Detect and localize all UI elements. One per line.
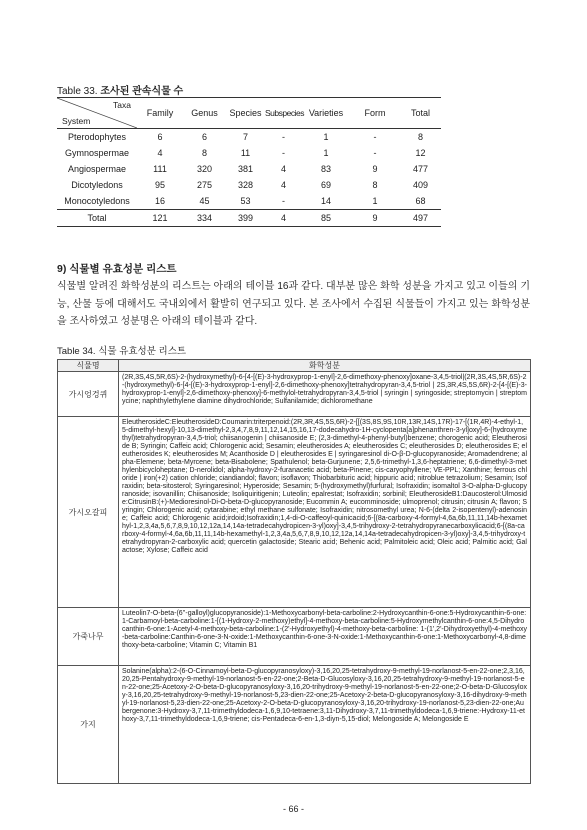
varieties-count: 1 xyxy=(323,148,329,158)
column-header-total: Total xyxy=(400,98,441,129)
page-number: - 66 - xyxy=(282,804,304,814)
family-count: 6 xyxy=(157,132,163,142)
subspecies-count: 4 xyxy=(280,180,286,190)
column-header-species: Species xyxy=(226,98,265,129)
chemical-list: (2R,3S,4S,5R,6S)-2-(hydroxymethyl)-6-[4-[(E)-3-hydroxyprop-1-enyl]-2,6-dimethoxy-phenoxy]oxane-3,4,5-triol|(2R,3S,4S,5R,6S)-2-(hydroxymethyl)-6-[4-[(E)-3-hydroxyprop-1-enyl]-2,6-dimethoxy-phenoxy]tetrahydropyran-3,4,5-triol | 2S,3R,4S,5S,6R)-2-[4-[(E)-3-hydroxyprop-1-enyl]-2,6-dimethoxy-phenoxy]-6-methylol-tetrahydropyran-3,4,5-triol | syringin | syringoside; streptomycin | streptomycine; naphthylethylene diamine dihydrochloride; Sulfanilamide; dichloromethane xyxy=(119,372,531,417)
form-count: - xyxy=(373,132,377,142)
genus-count: 8 xyxy=(201,148,207,158)
family-count: 16 xyxy=(154,196,165,206)
varieties-count: 14 xyxy=(320,196,331,206)
plant-name: 가시엉겅퀴 xyxy=(58,372,119,417)
table34-caption xyxy=(57,343,186,357)
varieties-count: 85 xyxy=(302,210,350,227)
column-header-chemical-components: 화학성분 xyxy=(119,360,531,372)
table-row xyxy=(57,161,441,177)
corner-system-label: System xyxy=(62,116,91,126)
genus-count: 334 xyxy=(183,210,226,227)
column-header-genus: Genus xyxy=(183,98,226,129)
column-header-family: Family xyxy=(137,98,183,129)
varieties-count: 83 xyxy=(320,164,331,174)
total-count: 409 xyxy=(412,180,429,190)
table-row xyxy=(58,372,531,417)
system-name: Monocotyledons xyxy=(64,196,130,206)
table-row xyxy=(58,666,531,784)
diagonal-corner-header xyxy=(57,98,137,129)
table34-caption-title: 식물 유효성분 리스트 xyxy=(98,346,187,357)
subspecies-count: - xyxy=(282,132,285,142)
table-row xyxy=(58,608,531,666)
form-count: 9 xyxy=(372,164,378,174)
chemical-list: EleutherosideC:EleutherosideD:Coumarin:triterpenoid:(2R,3R,4S,5S,6R)-2-[[(3S,8S,9S,10R,13R,14S,17R)-17-[(1R,4R)-4-ethyl-1,5-dimethyl-hexyl]-10,13-dimethyl-2,3,4,7,8,9,11,12,14,15,16,17-dodecahydro-1H-cyclopenta[a]phenanthren-3-yl]oxy]-6-(hydroxymethyl)tetrahydropyran-3,4,5-triol; chiisanogenin | chiisanoside E; (2,3-dimethyl-4-phenyl-butyl)benzene; chorogenic acid; Eleutheroside B; Syringin; Caffeic acid; Chlorogenic acid; Sesamin; eleutherosides A; eleutherosides C; eleutherosides D; eleutherosides E; eleutherosides K; eleutherosides M; Acanthoside D | eleutherosides E | syringaresinol di-O-β-D-glucopyranoside; Aromadendrene; alpha-Elemene; beta-Myrcene; beta-Bisabolene; Spathulenol; beta-Gurjunene; 2,5,6-trimethyl-1,3,6-heptatriene; 6,6-dimethyl-3-methylenbicycloheptane; D-nerolidol; alpha-hydroxy-2-furanacetic acid; beta-Pinene; cis-caryophyllene; VE-PPL; Xanthine; ferrous chloride | iron(+2) cation chloride; ciandiandol; flavon; isoflavon; Thiobarbituric acid; hippuric acid; nitroblue tetrazolium; Sesamin; Isofraxidin; beta-sitosterol; Syringaresinol; Hyperoside; Sesamin; 5-(hydroxymethyl)furfural; Isofraxidin; isomaltol 3-O-alpha-D-glucopyranoside; isovanillin; Chiisanoside; Isoliquiritigenin; Luteolin; epalrestat; Isofraxidin; sorbinil; EleutherosideB1:Daucosterol:Ulmoside:CitrusinB:(+)-Medioresinol-Di-O-beta-D-glucopyranoside; Eucommin A; eucomminoside; ulmoprenol; citrusin; citrusin A; flavon; Syringin; Chlorogenic acid; cytarabine; ethyl methane sulfonate; Isofraxidin; nitrosomethyl urea; N-6-(delta 2-isopentenyl)-adenosine; Caffeic acid; Chlorogenic acid;irdoid;Isofraxidin;1,4-di-O-caffeoyl-quinicacid;6-[(8a-carboxy-4-formyl-4,6a,6b,11,11,14b-hexamethyl-1,2,3,4a,5,6,7,8,9,10,12,12a,14,14a-tetradecahydropicen-3-yl)oxy]-3,4,5-trihydroxy-2-tetrahydropyranecarboxylicacid;6-[(8a-carboxy-4-formyl-4,6a,6b,11,11,14b-hexamethyl-1,2,3,4a,5,6,7,8,9,10,12,12a,14,14a-tetradecahydropicen-3-yl)oxy]-3,4,5-trihydroxy-tetrahydropyran-2-carboxylic acid; quercetin galactoside; Stearic acid; Behenic acid; Palmitoleic acid; Oleic acid; Palmitic acid; Galactose; Xylose; Caffeic acid xyxy=(119,417,531,608)
varieties-count: 1 xyxy=(323,132,329,142)
genus-count: 6 xyxy=(201,132,207,142)
column-header-plant-name: 식물명 xyxy=(58,360,119,372)
total-count: 497 xyxy=(400,210,441,227)
table34-header-row xyxy=(58,360,531,372)
system-name: Gymnospermae xyxy=(64,148,130,158)
table33-caption-title: 조사된 관속식물 수 xyxy=(100,86,184,97)
plant-name: 가지 xyxy=(58,666,119,784)
table-row xyxy=(57,193,441,210)
family-count: 121 xyxy=(137,210,183,227)
form-count: 9 xyxy=(350,210,400,227)
family-count: 95 xyxy=(154,180,165,190)
chemical-list: Solanine(alpha):2-(6-O-Cinnamoyl-beta-D-glucopyranosyloxy)-3,16,20,25-tetrahydroxy-9-methyl-19-norlanost-5-en-22-one;2,3,16,20,25-Pentahydroxy-9-methyl-19-norlanost-5-en-22-one;2-Beta-D-Glucosyloxy-3,16,20,25-tetrahydroxy-9-methyl-19-norlanost-5-en-22-one;25-Acetoxy-2-O-beta-D-glucopyranosyloxy-3,16,20-trihydroxy-9-methyl-19-norlanost-5-en-22-one;2-O-beta-D-Glucosyloxy-3,16,20,25-tetrahydroxy-9-methyl-19-norlanost-5,23-dien-22-one;25-Acetoxy-2-beta-D-glucopyranosyloxy-3,16-dihydroxy-9-methyl-19-norlanost-5,23-dien-22-one;25-Acetoxy-2-O-beta-D-glucopyranosyloxy-3,16,20-trihydroxy-19-norlanost-5,23-dien-22-one;Aubergenone:3-Hydroxy-3,7,11-trimethyldodeca-1,6,9,10-tetraene:3,11-Dihydroxy-3,7,11-trimethyldodeca-1,6,9-triene:-Hydroxy-11-ethoxy-3,7,11-trimethyldodeca-1,6,9-triene; cis-Pentadeca-6-en-1,3-diyn-5,15-diol; Melongoside A; Melongoside E xyxy=(119,666,531,784)
section-heading: 9) 식물별 유효성분 리스트 xyxy=(57,263,177,275)
table33-header-row xyxy=(57,98,441,129)
subspecies-count: - xyxy=(282,196,285,206)
subspecies-count: 4 xyxy=(265,210,302,227)
species-count: 381 xyxy=(237,164,254,174)
species-count: 7 xyxy=(242,132,248,142)
column-header-varieties: Varieties xyxy=(302,98,350,129)
corner-taxa-label: Taxa xyxy=(113,100,131,110)
table-row xyxy=(57,145,441,161)
species-count: 399 xyxy=(226,210,265,227)
form-count: - xyxy=(373,148,377,158)
genus-count: 45 xyxy=(199,196,210,206)
table33-caption-prefix: Table 33. xyxy=(57,86,98,97)
species-count: 53 xyxy=(240,196,251,206)
table33-caption xyxy=(57,82,183,97)
genus-count: 275 xyxy=(196,180,213,190)
table33-total-row xyxy=(57,210,441,227)
varieties-count: 69 xyxy=(320,180,331,190)
species-count: 328 xyxy=(237,180,254,190)
system-name: Pterodophytes xyxy=(67,132,127,142)
total-count: 8 xyxy=(417,132,423,142)
form-count: 8 xyxy=(372,180,378,190)
column-header-form: Form xyxy=(350,98,400,129)
column-header-subspecies: Subspecies xyxy=(265,98,302,129)
total-count: 68 xyxy=(415,196,426,206)
table-row xyxy=(57,177,441,193)
family-count: 4 xyxy=(157,148,163,158)
plant-name: 가죽나무 xyxy=(58,608,119,666)
genus-count: 320 xyxy=(196,164,213,174)
subspecies-count: - xyxy=(282,148,285,158)
system-name: Dicotyledons xyxy=(71,180,123,190)
plant-active-ingredient-table xyxy=(57,359,531,784)
vascular-plant-count-table xyxy=(57,97,441,227)
table34-caption-prefix: Table 34. xyxy=(57,346,96,357)
species-count: 11 xyxy=(240,148,251,158)
chemical-list: Luteolin7-O-beta-(6''-galloyl)glucopyranoside):1-Methoxycarbonyl-beta-carboline:2-Hydroxycanthin-6-one:5-Hydroxycanthin-6-one:1-Carbamoyl-beta-carboline:1-[(1-Hydroxy-2-methoxy)ethyl]-4-methoxy-beta-carboline:5-Hydroxymethylcanthin-6-one:4,5-Dihydrocanthin-6-one:1-Acetyl-4-methoxy-beta-carboline:1-(2'-Hydroxyethyl)-4-methoxy-beta-carboline: 1-(1',2'-Dihydroxyethyl)-4-methoxy-beta-carboline:Canthin-6-one-3-N-oxide:1-Methoxycanthin-6-one-3-N-oxide:1-Methoxycanthin-6-one:1-Methoxycarbonyl-4,8-dimethoxy-beta-carboline; Vitamin C; Vitamin B1 xyxy=(119,608,531,666)
plant-name: 가시오갈피 xyxy=(58,417,119,608)
total-count: 477 xyxy=(412,164,429,174)
subspecies-count: 4 xyxy=(280,164,286,174)
form-count: 1 xyxy=(372,196,378,206)
total-label: Total xyxy=(57,210,137,227)
total-count: 12 xyxy=(415,148,426,158)
section-paragraph: 식물별 알려진 화학성분의 리스트는 아래의 테이블 16과 같다. 대부분 많은 화학 성분을 가지고 있고 이들의 기능, 산물 등에 대해서도 국내외에서 활발히 연구되고 있다. 본 조사에서 수집된 식물들이 가지고 있는 화학성분을 조사하였고 성분명은 아래의 테이블과 같다. xyxy=(57,281,530,327)
system-name: Angiospermae xyxy=(67,164,127,174)
table-row xyxy=(57,129,441,146)
family-count: 111 xyxy=(153,164,167,174)
table-row xyxy=(58,417,531,608)
